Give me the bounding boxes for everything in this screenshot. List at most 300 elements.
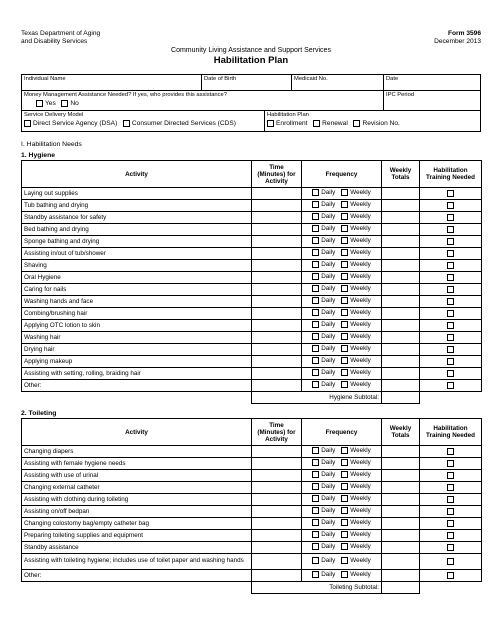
weekly-option[interactable] [341, 213, 371, 220]
time-header: Time (Minutes) for Activity [252, 161, 302, 188]
hab-training-checkbox[interactable] [447, 472, 454, 479]
daily-label: Daily [321, 309, 336, 316]
subtotal-field[interactable] [382, 582, 420, 594]
daily-label: Daily [321, 459, 336, 466]
activity-label: Laying out supplies [22, 188, 252, 200]
weekly-label: Weekly [350, 297, 371, 304]
date-field[interactable] [384, 75, 480, 90]
hab-training-cell [420, 506, 482, 518]
daily-label: Daily [321, 225, 336, 232]
daily-option[interactable] [312, 557, 335, 564]
daily-option[interactable] [312, 495, 335, 502]
weekly-total-field[interactable] [382, 284, 420, 296]
hab-training-cell [420, 248, 482, 260]
weekly-total-field[interactable] [382, 224, 420, 236]
daily-option[interactable] [312, 357, 335, 364]
hab-training-cell [420, 470, 482, 482]
weekly-label: Weekly [350, 345, 371, 352]
hab-training-cell [420, 458, 482, 470]
time-minutes-field[interactable] [252, 272, 302, 284]
daily-checkbox[interactable] [312, 381, 319, 388]
weekly-total-field[interactable] [382, 530, 420, 542]
weekly-option[interactable] [341, 261, 371, 268]
time-minutes-field[interactable] [252, 470, 302, 482]
yes-checkbox[interactable] [36, 100, 43, 107]
daily-option[interactable] [312, 531, 335, 538]
hab-training-cell [420, 530, 482, 542]
weekly-checkbox[interactable] [341, 507, 348, 514]
weekly-option[interactable] [341, 333, 371, 340]
time-minutes-field[interactable] [252, 542, 302, 554]
daily-option[interactable] [312, 285, 335, 292]
time-minutes-field[interactable] [252, 212, 302, 224]
table-row [22, 518, 482, 530]
daily-checkbox[interactable] [312, 249, 319, 256]
weekly-option[interactable] [341, 321, 371, 328]
table-row [22, 236, 482, 248]
frequency-options [302, 260, 382, 272]
renewal-option[interactable] [313, 120, 348, 127]
cds-option[interactable] [123, 120, 236, 127]
weekly-label: Weekly [350, 483, 371, 490]
hab-training-cell [420, 356, 482, 368]
individual-info-box [21, 74, 481, 132]
activity-label: Washing hands and face [22, 296, 252, 308]
daily-option[interactable] [312, 345, 335, 352]
time-minutes-field[interactable] [252, 458, 302, 470]
daily-checkbox[interactable] [312, 225, 319, 232]
table-row [22, 188, 482, 200]
hab-training-checkbox[interactable] [447, 558, 454, 565]
time-minutes-field[interactable] [252, 332, 302, 344]
weekly-total-field[interactable] [382, 320, 420, 332]
daily-option[interactable] [312, 507, 335, 514]
hab-training-cell [420, 446, 482, 458]
weekly-total-field[interactable] [382, 212, 420, 224]
frequency-options [302, 506, 382, 518]
hab-training-checkbox[interactable] [447, 358, 454, 365]
daily-option[interactable] [312, 201, 335, 208]
table-row [22, 380, 482, 392]
time-minutes-field[interactable] [252, 506, 302, 518]
section-title: I. Habilitation Needs [21, 141, 82, 148]
weekly-checkbox[interactable] [341, 201, 348, 208]
weekly-label: Weekly [350, 557, 371, 564]
hab-training-checkbox[interactable] [447, 250, 454, 257]
time-minutes-field[interactable] [252, 494, 302, 506]
weekly-checkbox[interactable] [341, 369, 348, 376]
hab-training-checkbox[interactable] [447, 382, 454, 389]
time-minutes-field[interactable] [252, 518, 302, 530]
cds-label: Consumer Directed Services (CDS) [131, 120, 236, 127]
weekly-option[interactable] [341, 225, 371, 232]
money-no-option[interactable] [61, 100, 78, 107]
hygiene-title: 1. Hygiene [21, 152, 55, 159]
weekly-checkbox[interactable] [341, 225, 348, 232]
weekly-checkbox[interactable] [341, 519, 348, 526]
time-minutes-field[interactable] [252, 368, 302, 380]
daily-option[interactable] [312, 571, 335, 578]
hab-training-checkbox[interactable] [447, 214, 454, 221]
weekly-checkbox[interactable] [341, 237, 348, 244]
time-minutes-field[interactable] [252, 320, 302, 332]
frequency-header: Frequency [302, 161, 382, 188]
daily-option[interactable] [312, 321, 335, 328]
time-minutes-field[interactable] [252, 200, 302, 212]
activity-label: Drying hair [22, 344, 252, 356]
daily-option[interactable] [312, 471, 335, 478]
enrollment-option[interactable] [267, 120, 308, 127]
weekly-option[interactable] [341, 273, 371, 280]
weekly-option[interactable] [341, 189, 371, 196]
weekly-option[interactable] [341, 309, 371, 316]
weekly-option[interactable] [341, 381, 371, 388]
hab-training-checkbox[interactable] [447, 202, 454, 209]
time-minutes-field[interactable] [252, 296, 302, 308]
weekly-checkbox[interactable] [341, 495, 348, 502]
hab-training-cell [420, 224, 482, 236]
activity-label: Applying makeup [22, 356, 252, 368]
daily-checkbox[interactable] [312, 447, 319, 454]
weekly-total-field[interactable] [382, 458, 420, 470]
hab-training-checkbox[interactable] [447, 346, 454, 353]
weekly-option[interactable] [341, 447, 371, 454]
weekly-checkbox[interactable] [341, 381, 348, 388]
medicaid-field[interactable] [292, 75, 384, 90]
table-row [22, 296, 482, 308]
daily-checkbox[interactable] [312, 213, 319, 220]
weekly-option[interactable] [341, 471, 371, 478]
dsa-label: Direct Service Agency (DSA) [33, 120, 118, 127]
weekly-checkbox[interactable] [341, 557, 348, 564]
weekly-option[interactable] [341, 369, 371, 376]
ipc-period-field[interactable] [384, 91, 480, 110]
daily-checkbox[interactable] [312, 285, 319, 292]
time-minutes-field[interactable] [252, 344, 302, 356]
individual-name-label: Individual Name [24, 76, 66, 82]
time-minutes-field[interactable] [252, 236, 302, 248]
daily-option[interactable] [312, 261, 335, 268]
frequency-options [302, 332, 382, 344]
form-title: Habilitation Plan [213, 55, 289, 66]
hab-training-checkbox[interactable] [447, 298, 454, 305]
revision-checkbox[interactable] [353, 120, 360, 127]
daily-checkbox[interactable] [312, 357, 319, 364]
program-name: Community Living Assistance and Support Services [171, 47, 331, 54]
table-row [22, 308, 482, 320]
time-minutes-field[interactable] [252, 260, 302, 272]
weekly-checkbox[interactable] [341, 471, 348, 478]
weekly-total-field[interactable] [382, 542, 420, 554]
time-minutes-field[interactable] [252, 446, 302, 458]
daily-checkbox[interactable] [312, 345, 319, 352]
daily-checkbox[interactable] [312, 471, 319, 478]
weekly-checkbox[interactable] [341, 543, 348, 550]
hab-training-checkbox[interactable] [447, 544, 454, 551]
weekly-checkbox[interactable] [341, 531, 348, 538]
hab-training-checkbox[interactable] [447, 190, 454, 197]
weekly-label: Weekly [350, 571, 371, 578]
cds-checkbox[interactable] [123, 120, 130, 127]
hab-training-checkbox[interactable] [447, 532, 454, 539]
time-minutes-field[interactable] [252, 530, 302, 542]
weekly-label: Weekly [350, 447, 371, 454]
weekly-option[interactable] [341, 557, 371, 564]
daily-checkbox[interactable] [312, 571, 319, 578]
revision-option[interactable] [353, 120, 399, 127]
frequency-options [302, 224, 382, 236]
hab-training-checkbox[interactable] [447, 508, 454, 515]
daily-checkbox[interactable] [312, 369, 319, 376]
hab-training-checkbox[interactable] [447, 484, 454, 491]
daily-option[interactable] [312, 225, 335, 232]
hab-training-checkbox[interactable] [447, 322, 454, 329]
weekly-option[interactable] [341, 459, 371, 466]
subtotal-field[interactable] [382, 392, 420, 404]
time-minutes-field[interactable] [252, 554, 302, 570]
daily-option[interactable] [312, 237, 335, 244]
time-minutes-field[interactable] [252, 356, 302, 368]
table-row [22, 320, 482, 332]
weekly-total-field[interactable] [382, 200, 420, 212]
weekly-checkbox[interactable] [341, 189, 348, 196]
weekly-label: Weekly [350, 543, 371, 550]
weekly-option[interactable] [341, 495, 371, 502]
weekly-checkbox[interactable] [341, 333, 348, 340]
weekly-total-field[interactable] [382, 368, 420, 380]
time-minutes-field[interactable] [252, 248, 302, 260]
hab-training-checkbox[interactable] [447, 460, 454, 467]
weekly-label: Weekly [350, 189, 371, 196]
agency-name [21, 30, 100, 46]
hab-training-checkbox[interactable] [447, 262, 454, 269]
frequency-options [302, 296, 382, 308]
weekly-total-field[interactable] [382, 272, 420, 284]
weekly-total-field[interactable] [382, 332, 420, 344]
weekly-option[interactable] [341, 345, 371, 352]
weekly-total-field[interactable] [382, 188, 420, 200]
daily-checkbox[interactable] [312, 519, 319, 526]
daily-option[interactable] [312, 369, 335, 376]
renewal-checkbox[interactable] [313, 120, 320, 127]
table-row [22, 356, 482, 368]
weekly-total-field[interactable] [382, 308, 420, 320]
weekly-label: Weekly [350, 519, 371, 526]
weekly-total-field[interactable] [382, 482, 420, 494]
weekly-checkbox[interactable] [341, 483, 348, 490]
daily-option[interactable] [312, 213, 335, 220]
hab-training-cell [420, 236, 482, 248]
weekly-total-field[interactable] [382, 570, 420, 582]
time-minutes-field[interactable] [252, 482, 302, 494]
daily-checkbox[interactable] [312, 557, 319, 564]
daily-option[interactable] [312, 297, 335, 304]
form-number: Form 3596 [448, 30, 481, 37]
activity-label: Washing hair [22, 332, 252, 344]
daily-option[interactable] [312, 543, 335, 550]
daily-option[interactable] [312, 459, 335, 466]
hab-training-checkbox[interactable] [447, 310, 454, 317]
weekly-label: Weekly [350, 507, 371, 514]
weekly-option[interactable] [341, 285, 371, 292]
enrollment-checkbox[interactable] [267, 120, 274, 127]
daily-checkbox[interactable] [312, 459, 319, 466]
daily-checkbox[interactable] [312, 189, 319, 196]
weekly-checkbox[interactable] [341, 285, 348, 292]
individual-name-field[interactable] [22, 75, 202, 90]
table-row [22, 570, 482, 582]
daily-option[interactable] [312, 309, 335, 316]
weekly-option[interactable] [341, 249, 371, 256]
daily-label: Daily [321, 273, 336, 280]
hab-training-checkbox[interactable] [447, 520, 454, 527]
dsa-checkbox[interactable] [24, 120, 31, 127]
weekly-total-field[interactable] [382, 356, 420, 368]
frequency-options [302, 530, 382, 542]
weekly-option[interactable] [341, 201, 371, 208]
weekly-total-field[interactable] [382, 344, 420, 356]
weekly-option[interactable] [341, 531, 371, 538]
weekly-option[interactable] [341, 519, 371, 526]
weekly-checkbox[interactable] [341, 459, 348, 466]
weekly-option[interactable] [341, 543, 371, 550]
dob-field[interactable] [202, 75, 292, 90]
hab-training-checkbox[interactable] [447, 226, 454, 233]
daily-label: Daily [321, 261, 336, 268]
weekly-checkbox[interactable] [341, 249, 348, 256]
weekly-label: Weekly [350, 369, 371, 376]
daily-option[interactable] [312, 189, 335, 196]
weekly-total-field[interactable] [382, 494, 420, 506]
weekly-label: Weekly [350, 237, 371, 244]
daily-label: Daily [321, 321, 336, 328]
table-row [22, 506, 482, 518]
table-row [22, 530, 482, 542]
activity-label: Other: [22, 570, 252, 582]
daily-checkbox[interactable] [312, 261, 319, 268]
table-row [22, 332, 482, 344]
hab-training-checkbox[interactable] [447, 370, 454, 377]
hab-training-header: Habilitation Training Needed [420, 419, 482, 446]
daily-option[interactable] [312, 273, 335, 280]
weekly-total-field[interactable] [382, 470, 420, 482]
time-minutes-field[interactable] [252, 570, 302, 582]
time-minutes-field[interactable] [252, 224, 302, 236]
time-minutes-field[interactable] [252, 284, 302, 296]
daily-checkbox[interactable] [312, 543, 319, 550]
daily-checkbox[interactable] [312, 483, 319, 490]
daily-checkbox[interactable] [312, 531, 319, 538]
table-row [22, 482, 482, 494]
daily-checkbox[interactable] [312, 237, 319, 244]
frequency-options [302, 248, 382, 260]
time-minutes-field[interactable] [252, 188, 302, 200]
daily-checkbox[interactable] [312, 201, 319, 208]
weekly-option[interactable] [341, 237, 371, 244]
time-minutes-field[interactable] [252, 308, 302, 320]
money-yes-option[interactable] [36, 100, 56, 107]
hab-training-cell [420, 344, 482, 356]
money-management-question: Money Management Assistance Needed? If yes, who provides this assistance? [24, 92, 228, 98]
weekly-checkbox[interactable] [341, 571, 348, 578]
weekly-total-field[interactable] [382, 506, 420, 518]
weekly-checkbox[interactable] [341, 309, 348, 316]
weekly-total-field[interactable] [382, 260, 420, 272]
daily-option[interactable] [312, 249, 335, 256]
weekly-total-field[interactable] [382, 296, 420, 308]
weekly-checkbox[interactable] [341, 273, 348, 280]
weekly-total-field[interactable] [382, 446, 420, 458]
weekly-option[interactable] [341, 507, 371, 514]
daily-option[interactable] [312, 483, 335, 490]
daily-option[interactable] [312, 519, 335, 526]
weekly-total-field[interactable] [382, 248, 420, 260]
hab-plan-type-field [265, 111, 480, 131]
daily-label: Daily [321, 285, 336, 292]
frequency-options [302, 344, 382, 356]
daily-checkbox[interactable] [312, 507, 319, 514]
weekly-label: Weekly [350, 357, 371, 364]
daily-option[interactable] [312, 333, 335, 340]
hab-training-checkbox[interactable] [447, 334, 454, 341]
weekly-checkbox[interactable] [341, 297, 348, 304]
hab-training-cell [420, 260, 482, 272]
hab-training-checkbox[interactable] [447, 572, 454, 579]
dsa-option[interactable] [24, 120, 117, 127]
daily-option[interactable] [312, 381, 335, 388]
table-row [22, 200, 482, 212]
hab-training-checkbox[interactable] [447, 286, 454, 293]
daily-checkbox[interactable] [312, 297, 319, 304]
weekly-label: Weekly [350, 213, 371, 220]
weekly-total-field[interactable] [382, 518, 420, 530]
weekly-option[interactable] [341, 297, 371, 304]
hab-training-checkbox[interactable] [447, 496, 454, 503]
weekly-option[interactable] [341, 571, 371, 578]
weekly-option[interactable] [341, 357, 371, 364]
daily-checkbox[interactable] [312, 309, 319, 316]
weekly-checkbox[interactable] [341, 321, 348, 328]
hygiene-table [21, 160, 482, 404]
weekly-checkbox[interactable] [341, 213, 348, 220]
time-minutes-field[interactable] [252, 380, 302, 392]
weekly-total-field[interactable] [382, 380, 420, 392]
no-checkbox[interactable] [61, 100, 68, 107]
hab-training-checkbox[interactable] [447, 238, 454, 245]
spacer [420, 582, 482, 594]
activity-header: Activity [22, 419, 252, 446]
daily-checkbox[interactable] [312, 495, 319, 502]
weekly-checkbox[interactable] [341, 357, 348, 364]
weekly-option[interactable] [341, 483, 371, 490]
medicaid-label: Medicaid No. [294, 76, 328, 82]
activity-label: Caring for nails [22, 284, 252, 296]
daily-option[interactable] [312, 447, 335, 454]
hab-training-checkbox[interactable] [447, 448, 454, 455]
weekly-total-field[interactable] [382, 236, 420, 248]
daily-checkbox[interactable] [312, 333, 319, 340]
revision-label: Revision No. [362, 120, 400, 127]
daily-checkbox[interactable] [312, 321, 319, 328]
activity-header: Activity [22, 161, 252, 188]
weekly-checkbox[interactable] [341, 447, 348, 454]
weekly-checkbox[interactable] [341, 345, 348, 352]
daily-checkbox[interactable] [312, 273, 319, 280]
hab-training-checkbox[interactable] [447, 274, 454, 281]
enrollment-label: Enrollment [276, 120, 308, 127]
weekly-checkbox[interactable] [341, 261, 348, 268]
weekly-total-field[interactable] [382, 554, 420, 570]
